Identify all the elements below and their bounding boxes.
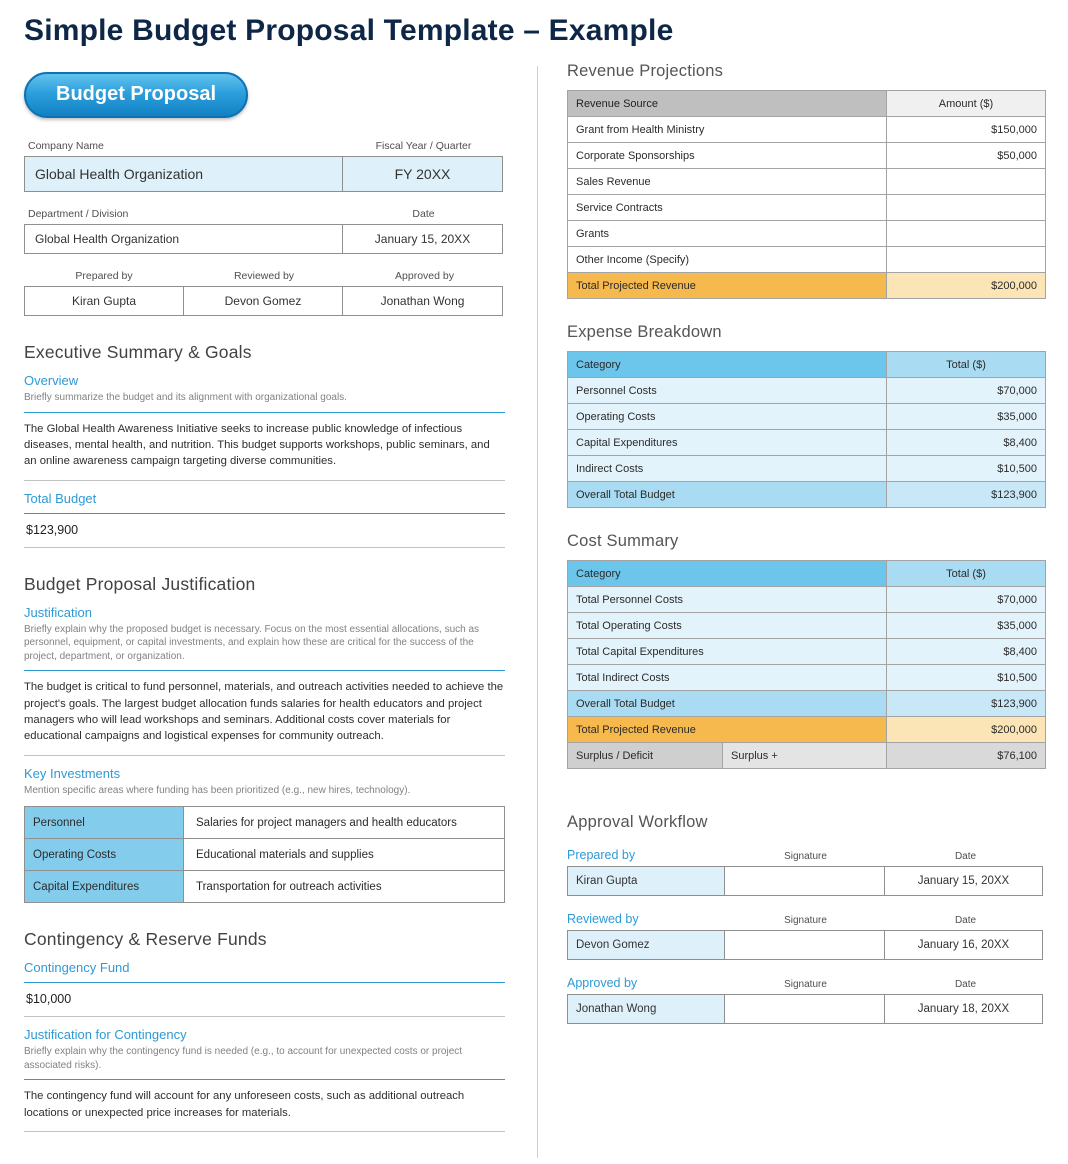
approval-workflow-heading: Approval Workflow [567, 813, 708, 831]
date-label: Date [954, 915, 977, 926]
gray-divider [24, 1131, 505, 1132]
right-column [567, 62, 1045, 1024]
approved-by-label: Approved by [395, 270, 454, 282]
revenue-source-cell: Other Income (Specify) [568, 247, 887, 273]
table-header-row [568, 561, 1046, 587]
approval-cells-row [567, 930, 1045, 960]
table-total-row [568, 691, 1046, 717]
prepared-by-name-cell[interactable]: Kiran Gupta [567, 866, 725, 896]
form-row-department [24, 224, 505, 254]
table-total-row [568, 273, 1046, 299]
revenue-amount-cell[interactable]: $150,000 [887, 117, 1046, 143]
blue-divider [24, 670, 505, 671]
overview-hint: Briefly summarize the budget and its alignment with organizational goals. [24, 392, 347, 403]
reviewed-by-date-cell[interactable]: January 16, 20XX [884, 930, 1043, 960]
overall-total-label: Overall Total Budget [568, 482, 887, 508]
total-revenue-label: Total Projected Revenue [568, 717, 887, 743]
gray-divider [24, 1016, 505, 1017]
expense-total-cell[interactable]: $35,000 [887, 404, 1046, 430]
approval-group-approved [567, 976, 1045, 1024]
table-row [25, 871, 505, 903]
table-row [568, 143, 1046, 169]
expense-category-cell: Capital Expenditures [568, 430, 887, 456]
form-row-people [24, 286, 505, 316]
signature-label: Signature [784, 915, 827, 926]
table-row [568, 456, 1046, 482]
reviewed-by-field[interactable]: Devon Gomez [183, 286, 343, 316]
contingency-justification-text[interactable]: The contingency fund will account for any unforeseen costs, such as additional outreach locations or unexpected price increases for materials. [24, 1090, 465, 1119]
overview-text[interactable]: The Global Health Awareness Initiative seeks to increase public knowledge of infectious diseases, mental health, and nutrition. This budget supports workshops, public seminars, and an online awareness campaign targeting diverse communities. [24, 422, 490, 468]
form-label-row [24, 208, 505, 220]
prepared-by-label: Prepared by [75, 270, 133, 282]
contingency-fund-value[interactable]: $10,000 [26, 992, 72, 1007]
revenue-projections-heading: Revenue Projections [567, 62, 724, 80]
table-header-row [568, 91, 1046, 117]
revenue-amount-cell[interactable] [887, 247, 1046, 273]
investment-category-cell: Capital Expenditures [25, 871, 184, 903]
total-revenue-value: $200,000 [887, 717, 1046, 743]
cost-summary-heading: Cost Summary [567, 532, 679, 550]
signature-label: Signature [784, 851, 827, 862]
blue-divider [24, 513, 505, 514]
expense-category-cell: Personnel Costs [568, 378, 887, 404]
overall-total-value: $123,900 [887, 691, 1046, 717]
blue-divider [24, 982, 505, 983]
approval-label-row [567, 976, 1045, 990]
blue-divider [24, 1079, 505, 1080]
cost-category-cell: Total Personnel Costs [568, 587, 887, 613]
investment-description-cell[interactable]: Transportation for outreach activities [184, 871, 505, 903]
table-total-row [568, 482, 1046, 508]
contingency-heading: Contingency & Reserve Funds [24, 929, 267, 950]
total-budget-value[interactable]: $123,900 [26, 522, 79, 537]
cost-total-cell[interactable]: $10,500 [887, 665, 1046, 691]
revenue-table [567, 90, 1046, 299]
contingency-justification-hint: Briefly explain why the contingency fund is needed (e.g., to account for unexpected costs or project associated risks). [24, 1046, 463, 1071]
approved-by-field[interactable]: Jonathan Wong [342, 286, 503, 316]
revenue-source-cell: Corporate Sponsorships [568, 143, 887, 169]
justification-hint: Briefly explain why the proposed budget is necessary. Focus on the most essential allocations, such as personnel, equipment, or capital investments, and explain how these are critical for the success of the project, department, or organization. [24, 623, 480, 662]
approved-by-name-cell[interactable]: Jonathan Wong [567, 994, 725, 1024]
executive-summary-heading: Executive Summary & Goals [24, 342, 252, 362]
revenue-source-cell: Sales Revenue [568, 169, 887, 195]
date-label: Date [954, 851, 977, 862]
table-row [568, 430, 1046, 456]
expense-category-cell: Operating Costs [568, 404, 887, 430]
cost-total-cell[interactable]: $8,400 [887, 639, 1046, 665]
surplus-deficit-row [568, 743, 1046, 769]
revenue-amount-cell[interactable] [887, 221, 1046, 247]
gray-divider [24, 755, 505, 756]
form-label-row [24, 140, 505, 152]
table-row [25, 839, 505, 871]
approval-group-reviewed [567, 912, 1045, 960]
reviewed-by-name-cell[interactable]: Devon Gomez [567, 930, 725, 960]
reviewed-by-signature-cell[interactable] [724, 930, 885, 960]
amount-header: Amount ($) [887, 91, 1046, 117]
left-column [24, 72, 505, 1132]
contingency-fund-label: Contingency Fund [24, 960, 130, 976]
table-header-row [568, 352, 1046, 378]
revenue-source-cell: Grant from Health Ministry [568, 117, 887, 143]
overview-label: Overview [24, 373, 79, 388]
total-header: Total ($) [887, 561, 1046, 587]
expense-category-cell: Indirect Costs [568, 456, 887, 482]
form-row-company [24, 156, 505, 192]
total-revenue-value: $200,000 [887, 273, 1046, 299]
approved-by-date-cell[interactable]: January 18, 20XX [884, 994, 1043, 1024]
date-label: Date [954, 979, 977, 990]
reviewed-by-label: Reviewed by [233, 270, 295, 282]
gray-divider [24, 547, 505, 548]
surplus-value-cell: $76,100 [887, 743, 1046, 769]
total-revenue-label: Total Projected Revenue [568, 273, 887, 299]
cost-total-cell[interactable]: $35,000 [887, 613, 1046, 639]
key-investments-label: Key Investments [24, 765, 121, 781]
revenue-amount-cell[interactable] [887, 169, 1046, 195]
revenue-source-cell: Service Contracts [568, 195, 887, 221]
cost-category-cell: Total Indirect Costs [568, 665, 887, 691]
investment-description-cell[interactable]: Educational materials and supplies [184, 839, 505, 871]
company-name-field[interactable]: Global Health Organization [24, 156, 343, 192]
page-title: Simple Budget Proposal Template – Example [24, 14, 674, 47]
approval-group-prepared [567, 848, 1045, 896]
cost-total-cell[interactable]: $70,000 [887, 587, 1046, 613]
investment-description-cell[interactable]: Salaries for project managers and health educators [184, 807, 505, 839]
prepared-by-signature-cell[interactable] [724, 866, 885, 896]
revenue-source-header: Revenue Source [568, 91, 887, 117]
department-field[interactable]: Global Health Organization [24, 224, 343, 254]
cost-summary-table [567, 560, 1046, 769]
table-row [568, 665, 1046, 691]
date-field[interactable]: January 15, 20XX [342, 224, 503, 254]
expense-total-cell[interactable]: $10,500 [887, 456, 1046, 482]
expense-total-cell[interactable]: $70,000 [887, 378, 1046, 404]
approved-by-role-label: Approved by [567, 976, 638, 990]
expense-breakdown-heading: Expense Breakdown [567, 323, 722, 341]
justification-label: Justification [24, 604, 92, 620]
table-row [568, 378, 1046, 404]
overall-total-label: Overall Total Budget [568, 691, 887, 717]
column-divider [537, 66, 538, 1158]
justification-heading: Budget Proposal Justification [24, 573, 256, 594]
table-row [568, 613, 1046, 639]
reviewed-by-role-label: Reviewed by [567, 912, 639, 926]
surplus-type-cell[interactable]: Surplus + [723, 743, 887, 769]
company-name-label: Company Name [28, 140, 104, 152]
prepared-by-field[interactable]: Kiran Gupta [24, 286, 184, 316]
revenue-amount-cell[interactable] [887, 195, 1046, 221]
form-label-row [24, 270, 505, 282]
table-total-row [568, 717, 1046, 743]
surplus-deficit-label: Surplus / Deficit [568, 743, 723, 769]
signature-label: Signature [784, 979, 827, 990]
category-header: Category [568, 352, 887, 378]
table-row [568, 404, 1046, 430]
table-row [568, 221, 1046, 247]
revenue-source-cell: Grants [568, 221, 887, 247]
date-label: Date [412, 208, 435, 220]
fiscal-year-field[interactable]: FY 20XX [342, 156, 503, 192]
contingency-justification-label: Justification for Contingency [24, 1027, 187, 1043]
approved-by-signature-cell[interactable] [724, 994, 885, 1024]
cost-category-cell: Total Capital Expenditures [568, 639, 887, 665]
key-investments-hint: Mention specific areas where funding has been prioritized (e.g., new hires, technology). [24, 784, 411, 796]
prepared-by-date-cell[interactable]: January 15, 20XX [884, 866, 1043, 896]
blue-divider [24, 412, 505, 413]
budget-proposal-badge: Budget Proposal [24, 72, 248, 118]
total-header: Total ($) [887, 352, 1046, 378]
department-label: Department / Division [28, 208, 129, 220]
approval-cells-row [567, 994, 1045, 1024]
table-row [568, 247, 1046, 273]
expense-table [567, 351, 1046, 508]
fiscal-year-label: Fiscal Year / Quarter [375, 140, 472, 152]
total-budget-label: Total Budget [24, 490, 97, 506]
cost-category-cell: Total Operating Costs [568, 613, 887, 639]
gray-divider [24, 480, 505, 481]
expense-total-cell[interactable]: $8,400 [887, 430, 1046, 456]
investment-category-cell: Operating Costs [25, 839, 184, 871]
justification-text[interactable]: The budget is critical to fund personnel, materials, and outreach activities needed to achieve the project's goals. The largest budget allocation funds salaries for health educators and project managers who will lead workshops and seminars. Additional costs cover materials for educational campaigns and logistical expenses for community outreach. [24, 681, 504, 743]
table-row [568, 587, 1046, 613]
approval-label-row [567, 912, 1045, 926]
table-row [25, 807, 505, 839]
prepared-by-role-label: Prepared by [567, 848, 636, 862]
table-row [568, 117, 1046, 143]
approval-label-row [567, 848, 1045, 862]
category-header: Category [568, 561, 887, 587]
table-row [568, 195, 1046, 221]
overall-total-value: $123,900 [887, 482, 1046, 508]
approval-cells-row [567, 866, 1045, 896]
key-investments-table [24, 806, 505, 903]
revenue-amount-cell[interactable]: $50,000 [887, 143, 1046, 169]
table-row [568, 639, 1046, 665]
table-row [568, 169, 1046, 195]
investment-category-cell: Personnel [25, 807, 184, 839]
